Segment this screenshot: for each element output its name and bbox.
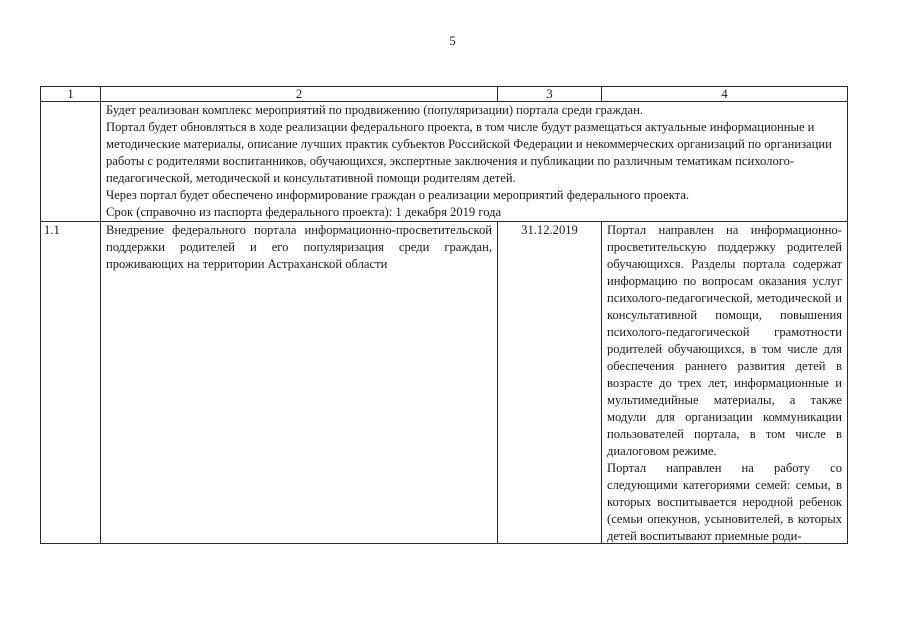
intro-row: [41, 102, 848, 222]
intro-text-cell: [101, 102, 848, 222]
header-col-4: 4: [602, 87, 848, 102]
table-row: [41, 222, 848, 544]
result-paragraph: Портал направлен на работу со следующими категориями семей: семьи, в которых воспитывается неродной ребенок (семьи опекунов, усыновителей, в которых детей воспитывают приемные роди-: [607, 461, 842, 543]
intro-number-cell: [41, 102, 101, 222]
document-table: [40, 86, 848, 544]
row-description: Внедрение федерального портала информационно-просветительской поддержки родителей и его популяризация среди граждан, проживающих на территории Астраханской области: [106, 223, 492, 271]
row-description-cell: [101, 222, 498, 544]
header-col-3: 3: [498, 87, 602, 102]
header-col-2: 2: [101, 87, 498, 102]
table-header-row: [41, 87, 848, 102]
page-number: 5: [449, 33, 456, 48]
row-result-cell: [602, 222, 848, 544]
intro-paragraph: Срок (справочно из паспорта федерального проекта): 1 декабря 2019 года: [106, 205, 502, 219]
intro-paragraph: Через портал будет обеспечено информирование граждан о реализации мероприятий федерального проекта.: [106, 188, 690, 202]
header-col-1: 1: [41, 87, 101, 102]
intro-paragraph: Портал будет обновляться в ходе реализации федерального проекта, в том числе будут размещаться актуальные информационные и методические материалы, описание лучших практик субъектов Российской Федерации и некоммерческих организаций по организации работы с родителями воспитанников, обучающихся, экспертные заключения и публикации по различным тематикам психолого-педагогической, методической и консультативной помощи родителям детей.: [106, 120, 832, 185]
row-number: 1.1: [41, 222, 101, 544]
row-date: 31.12.2019: [498, 222, 602, 544]
intro-paragraph: Будет реализован комплекс мероприятий по продвижению (популяризации) портала среди граждан.: [106, 103, 643, 117]
result-paragraph: Портал направлен на информационно-просветительскую поддержку родителей обучающихся. Разделы портала содержат информацию по вопросам оказания услуг психолого-педагогической, методической и консультативной помощи, повышения психолого-педагогической грамотности родителей обучающихся, в том числе для обеспечения раннего развития детей в возрасте до трех лет, информационные и мультимедийные материалы, а также модули для организации коммуникации пользователей портала, в том числе в диалоговом режиме.: [607, 223, 842, 458]
